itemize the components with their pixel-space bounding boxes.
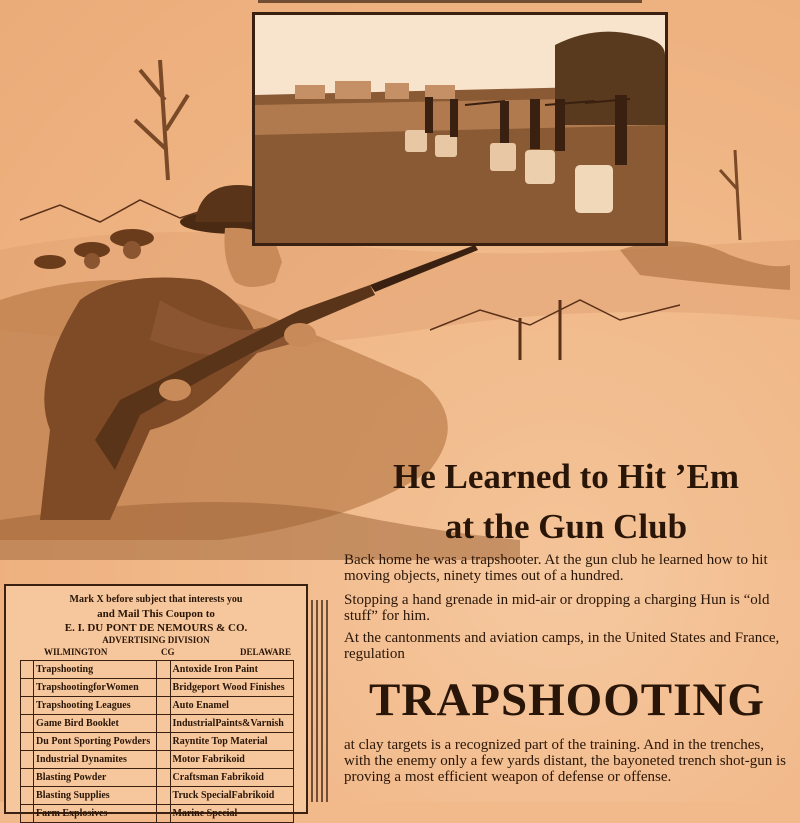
coupon-city: WILMINGTON <box>44 647 108 657</box>
coupon-division: ADVERTISING DIVISION <box>102 635 210 645</box>
subject-left: Du Pont Sporting Powders <box>34 733 157 751</box>
checkbox[interactable] <box>21 751 34 769</box>
subject-right: Rayntite Top Material <box>170 733 293 751</box>
coupon-row <box>21 697 294 715</box>
subject-left: TrapshootingforWomen <box>34 679 157 697</box>
body-paragraph-1: Back home he was a trapshooter. At the gun club he learned how to hit moving objects, ninety times out of a hundred. <box>344 552 768 584</box>
checkbox[interactable] <box>21 679 34 697</box>
checkbox[interactable] <box>157 769 170 787</box>
checkbox[interactable] <box>157 679 170 697</box>
coupon-row <box>21 769 294 787</box>
checkbox[interactable] <box>157 697 170 715</box>
checkbox[interactable] <box>21 661 34 679</box>
checkbox[interactable] <box>21 697 34 715</box>
subject-left: Trapshooting <box>34 661 157 679</box>
coupon-row <box>21 679 294 697</box>
body-paragraph-2: Stopping a hand grenade in mid-air or dropping a charging Hun is “old stuff” for him. <box>344 592 770 624</box>
coupon-row <box>21 733 294 751</box>
checkbox[interactable] <box>157 805 170 823</box>
coupon-row <box>21 715 294 733</box>
headline-line-1: He Learned to Hit ’Em <box>392 457 740 496</box>
headline-line-2: at the Gun Club <box>444 507 688 546</box>
subject-right: Marine Special <box>170 805 293 823</box>
coupon-company: E. I. DU PONT DE NEMOURS & CO. <box>64 622 248 634</box>
subject-right: Bridgeport Wood Finishes <box>170 679 293 697</box>
checkbox[interactable] <box>157 751 170 769</box>
headline <box>340 452 792 552</box>
checkbox[interactable] <box>157 715 170 733</box>
coupon-edge-shading <box>306 600 330 802</box>
coupon-code: CG <box>161 647 175 657</box>
checkbox[interactable] <box>21 769 34 787</box>
coupon-instruction: Mark X before subject that interests you <box>69 594 243 605</box>
subject-right: Truck SpecialFabrikoid <box>170 787 293 805</box>
subject-right: IndustrialPaints&Varnish <box>170 715 293 733</box>
coupon-state: DELAWARE <box>240 647 292 657</box>
subject-right: Auto Enamel <box>170 697 293 715</box>
subject-right: Motor Fabrikoid <box>170 751 293 769</box>
checkbox[interactable] <box>21 805 34 823</box>
subject-left: Farm Explosives <box>34 805 157 823</box>
coupon-subject-table <box>20 660 294 823</box>
trapshooting-title: TRAPSHOOTING <box>369 674 765 726</box>
coupon-row <box>21 751 294 769</box>
coupon-row <box>21 661 294 679</box>
coupon-mail-line: and Mail This Coupon to <box>97 608 215 620</box>
body-paragraph-4: at clay targets is a recognized part of the training. And in the trenches, with the enemy only a few yards distant, the bayoneted trench shot-gun is proving a most efficient weapon of defense or offense. <box>344 737 786 785</box>
trapshooters-scene <box>255 15 665 243</box>
subject-left: Game Bird Booklet <box>34 715 157 733</box>
subject-right: Antoxide Iron Paint <box>170 661 293 679</box>
subject-left: Blasting Powder <box>34 769 157 787</box>
checkbox[interactable] <box>157 733 170 751</box>
checkbox[interactable] <box>157 661 170 679</box>
gun-club-photo <box>252 12 668 246</box>
subject-left: Trapshooting Leagues <box>34 697 157 715</box>
checkbox[interactable] <box>21 733 34 751</box>
body-paragraph-3: At the cantonments and aviation camps, in the United States and France, regulation <box>344 630 780 662</box>
subject-left: Industrial Dynamites <box>34 751 157 769</box>
checkbox[interactable] <box>21 715 34 733</box>
coupon-row <box>21 805 294 823</box>
mail-coupon[interactable] <box>4 584 308 819</box>
subject-right: Craftsman Fabrikoid <box>170 769 293 787</box>
subject-left: Blasting Supplies <box>34 787 157 805</box>
